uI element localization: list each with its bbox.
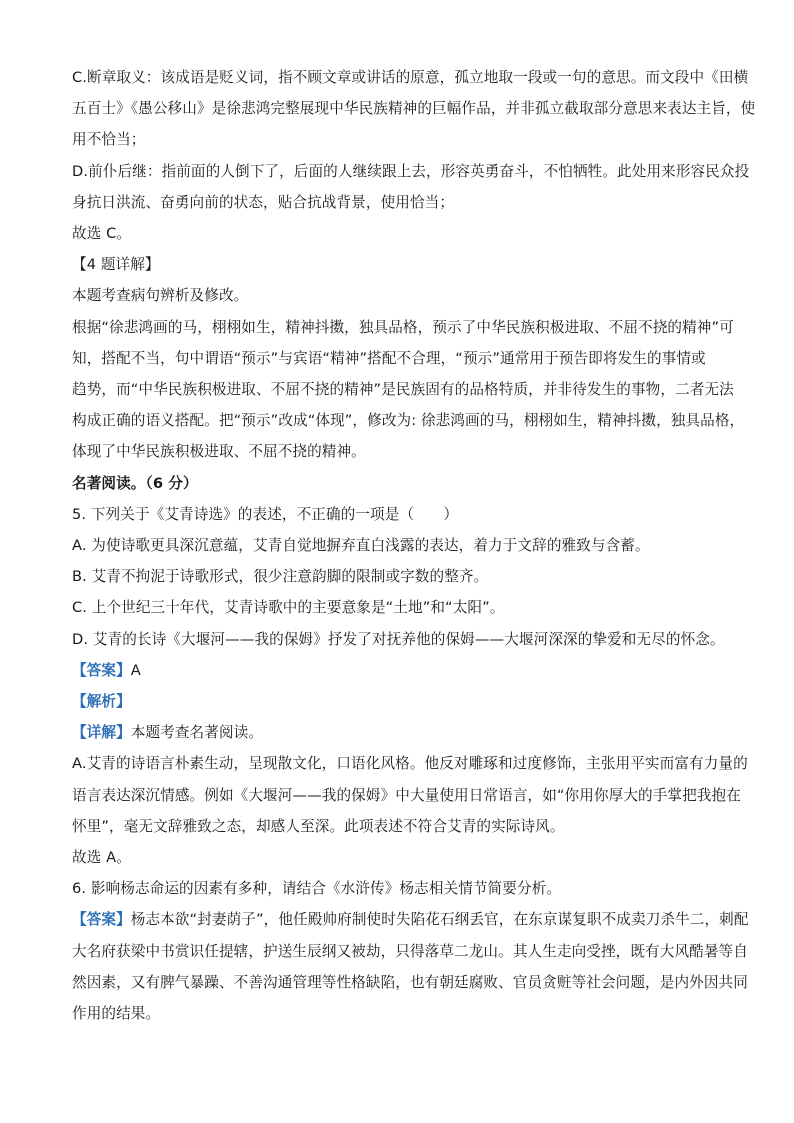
question-4-explanation-line-2: 知，搭配不当，句中谓语“预示”与宾语“精神”搭配不合理，“预示”通常用于预告即将发生的事情或 [72, 349, 706, 367]
option-d-explanation-line-1: D.前仆后继：指前面的人倒下了，后面的人继续跟上去，形容英勇奋斗，不怕牺牲。此处用来形容民众投 [72, 162, 750, 180]
question-4-explanation-line-4: 构成正确的语义搭配。把“预示”改成“体现”，修改为: 徐悲鸿画的马，栩栩如生，精神抖擞，独具品格， [72, 412, 745, 430]
answer-tag: 【解析】 [72, 693, 131, 711]
question-5-explanation-line-2: 语言表达深沉情感。例如《大堰河——我的保姆》中大量使用日常语言，如“你用你厚大的手掌把我抱在 [72, 786, 741, 804]
question-5-selection: 故选 A。 [72, 849, 131, 867]
question-6-stem: 6. 影响杨志命运的因素有多种，请结合《水浒传》杨志相关情节简要分析。 [72, 880, 562, 898]
question-5-analysis-tag [72, 686, 722, 717]
option-c-explanation-line-1: C.断章取义：该成语是贬义词，指不顾文章或讲话的原意，孤立地取一段或一句的意思。而文段中《田横 [72, 69, 749, 86]
question-4-explanation-line-3: 趋势，而“中华民族积极进取、不屈不挠的精神”是民族固有的品格特质，并非待发生的事物，二者无法 [72, 381, 734, 399]
answer-tag: 【详解】 [72, 724, 131, 742]
question-5-explanation-line-1: A.艾青的诗语言朴素生动，呈现散文化，口语化风格。他反对雕琢和过度修饰，主张用平实而富有力量的 [72, 755, 748, 773]
question-4-intro: 本题考查病句辨析及修改。 [72, 287, 249, 305]
question-5-stem: 5. 下列关于《艾青诗选》的表述，不正确的一项是（ ） [72, 505, 459, 523]
section-heading-classics-reading: 名著阅读。（6 分） [72, 474, 198, 492]
question-5-answer: 【答案】A [72, 661, 141, 679]
question-5-option-c: C. 上个世纪三十年代，艾青诗歌中的主要意象是“土地”和“太阳”。 [72, 599, 505, 617]
option-c-explanation-line-3: 用不恰当； [72, 131, 146, 149]
answer-tag: 【答案】 [72, 661, 131, 679]
question-5-detail: 【详解】本题考查名著阅读。 [72, 724, 264, 742]
question-5-option-d: D. 艾青的长诗《大堰河——我的保姆》抒发了对抚养他的保姆——大堰河深深的挚爱和无尽的怀念。 [72, 630, 725, 648]
question-6-answer-line-2: 大名府获梁中书赏识任提辖，护送生辰纲又被劫，只得落草二龙山。其人生走向受挫，既有大风酷暑等自 [72, 942, 748, 960]
question-6-answer-line-1: 【答案】杨志本欲“封妻荫子”，他任殿帅府制使时失陷花石纲丢官，在东京谋复职不成卖刀杀牛二，刺配 [72, 911, 749, 929]
option-d-explanation-line-2: 身抗日洪流、奋勇向前的状态，贴合抗战背景，使用恰当； [72, 193, 455, 211]
question-6-answer-line-4: 作用的结果。 [72, 1005, 161, 1023]
question-5-explanation-line-3: 怀里”，毫无文辞雅致之态，却感人至深。此项表述不符合艾青的实际诗风。 [72, 817, 565, 835]
question-6-answer-line-3: 然因素，又有脾气暴躁、不善沟通管理等性格缺陷，也有朝廷腐败、官员贪赃等社会问题，是内外因共同 [72, 973, 748, 991]
option-c-explanation-line-2: 五百士》《愚公移山》是徐悲鸿完整展现中华民族精神的巨幅作品，并非孤立截取部分意思来表达主旨，使 [72, 100, 756, 118]
question-4-detail-heading: 【4 题详解】 [72, 256, 160, 274]
question-5-option-b: B. 艾青不拘泥于诗歌形式，很少注意韵脚的限制或字数的整齐。 [72, 568, 489, 586]
question-4-explanation-line-5: 体现了中华民族积极进取、不屈不挠的精神。 [72, 443, 366, 461]
question-3-selection: 故选 C。 [72, 225, 132, 243]
question-5-option-a: A. 为使诗歌更具深沉意蕴，艾青自觉地摒弃直白浅露的表达，着力于文辞的雅致与含蓄。 [72, 537, 650, 555]
answer-tag: 【答案】 [72, 911, 131, 929]
question-4-explanation-line-1: 根据“徐悲鸿画的马，栩栩如生，精神抖擞，独具品格，预示了中华民族积极进取、不屈不挠的精神”可 [72, 318, 734, 336]
document-page [72, 62, 756, 1029]
